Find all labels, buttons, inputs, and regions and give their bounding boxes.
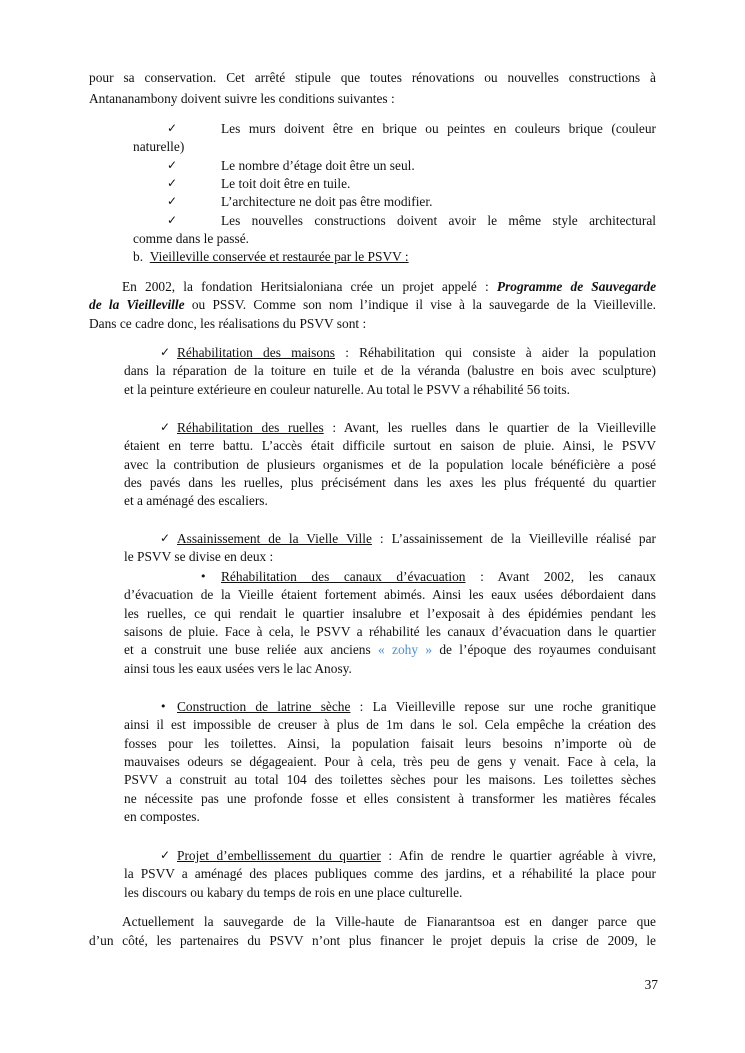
bullet-icon: • [200, 570, 207, 583]
paragraph-line: En 2002, la fondation Heritsialoniana crée un projet appelé : Programme de Sauvegarde [122, 279, 657, 294]
list-item-line: dans la réparation de la toiture en tuile et de la véranda (balustre en bois avec sculpture) [124, 363, 656, 378]
list-item-line: étaient en terre battu. L’accès était difficile surtout en saison de pluie. Ainsi, le PSVV [124, 438, 656, 453]
list-item-line: Réhabilitation des ruelles : Avant, les ruelles dans le quartier de la Vieilleville [177, 420, 656, 435]
checkmark-icon: ✓ [167, 194, 178, 208]
page-number: 37 [644, 977, 658, 992]
sub-item-line: saisons de pluie. Face à cela, le PSVV a réhabilité les canaux d’évacuation dans le quartier [124, 624, 656, 639]
condition-item: Le nombre d’étage doit être un seul. [221, 158, 415, 173]
condition-item: Les nouvelles constructions doivent avoir le même style architectural [221, 213, 656, 228]
sub-item-line: ne nécessite pas une profonde fosse et elles consistent à transformer les matières fécales [124, 791, 656, 806]
list-item-line: les discours ou kabary du temps de rois en une place culturelle. [124, 885, 463, 900]
sub-item-line: et a construit une buse reliée aux anciens « zohy » de l’époque des royaumes conduisant [124, 642, 656, 657]
sub-item-line: Réhabilitation des canaux d’évacuation : Avant 2002, les canaux [221, 569, 656, 584]
paragraph-line: d’un côté, les partenaires du PSVV n’ont plus financer le projet depuis la crise de 2009, le [89, 933, 656, 948]
sub-item-line: en compostes. [124, 809, 200, 824]
zohy-link[interactable]: « zohy » [378, 642, 433, 657]
sub-item-line: Construction de latrine sèche : La Vieilleville repose sur une roche granitique [177, 699, 656, 714]
paragraph-line: de la Vieilleville ou PSSV. Comme son nom l’indique il vise à la sauvegarde de la Vieilleville. [89, 297, 656, 312]
intro-line: pour sa conservation. Cet arrêté stipule que toutes rénovations ou nouvelles constructions à [89, 70, 656, 85]
sub-item-line: PSVV a construit au total 104 des toilettes sèches pour les maisons. Les toilettes sèches [124, 772, 656, 787]
condition-item: Le toit doit être en tuile. [221, 176, 351, 191]
checkmark-icon: ✓ [160, 531, 171, 545]
checkmark-icon: ✓ [167, 213, 178, 227]
checkmark-icon: ✓ [167, 121, 178, 135]
checkmark-icon: ✓ [160, 420, 171, 434]
checkmark-icon: ✓ [160, 345, 171, 359]
list-item-line: Projet d’embellissement du quartier : Afin de rendre le quartier agréable à vivre, [177, 848, 656, 863]
sub-item-line: ainsi tous les eaux usées vers le lac Anosy. [124, 661, 352, 676]
list-item-line: avec la contribution de plusieurs organismes et de la population locale bénéficière a posé [124, 457, 656, 472]
sub-item-line: mauvaises odeurs se dégageaient. Pour à cela, très peu de gens y venait. Face à cela, la [124, 754, 656, 769]
list-item-line: et la peinture extérieure en couleur naturelle. Au total le PSVV a réhabilité 56 toits. [124, 382, 570, 397]
condition-item: L’architecture ne doit pas être modifier. [221, 194, 433, 209]
sub-item-line: d’évacuation de la Vieille étaient fortement abimés. Ainsi les eaux usées débordaient dans [124, 587, 656, 602]
section-heading: b. Vieilleville conservée et restaurée par le PSVV : [133, 249, 409, 264]
condition-item: Les murs doivent être en brique ou peintes en couleurs brique (couleur [221, 121, 656, 136]
intro-line: Antananambony doivent suivre les conditions suivantes : [89, 91, 395, 106]
sub-item-line: les ruelles, ce qui rendait le quartier insalubre et l’exposait à des épidémies pendant les [124, 606, 656, 621]
condition-item-cont: naturelle) [133, 139, 185, 154]
condition-item-cont: comme dans le passé. [133, 231, 250, 246]
list-item-line: et a aménagé des escaliers. [124, 493, 268, 508]
list-item-line: Réhabilitation des maisons : Réhabilitation qui consiste à aider la population [177, 345, 657, 360]
checkmark-icon: ✓ [167, 176, 178, 190]
sub-item-line: ainsi il est impossible de creuser à plus de 1m dans le sol. Cela empêche la création des [124, 717, 656, 732]
list-item-line: la PSVV a aménagé des places publiques comme des jardins, et a réhabilité la place pour [124, 866, 656, 881]
checkmark-icon: ✓ [167, 158, 178, 172]
paragraph-line: Actuellement la sauvegarde de la Ville-haute de Fianarantsoa est en danger parce que [122, 914, 656, 929]
checkmark-icon: ✓ [160, 848, 171, 862]
paragraph-line: Dans ce cadre donc, les réalisations du PSVV sont : [89, 316, 367, 331]
list-item-line: le PSVV se divise en deux : [124, 549, 274, 564]
list-item-line: Assainissement de la Vielle Ville : L’assainissement de la Vieilleville réalisé par [177, 531, 656, 546]
bullet-icon: • [160, 700, 167, 713]
list-item-line: des pavés dans les ruelles, plus précisément dans les axes les plus fréquenté du quartier [124, 475, 656, 490]
sub-item-line: fosses pour les toilettes. Ainsi, la population faisait leurs besoins n’importe où de [124, 736, 656, 751]
